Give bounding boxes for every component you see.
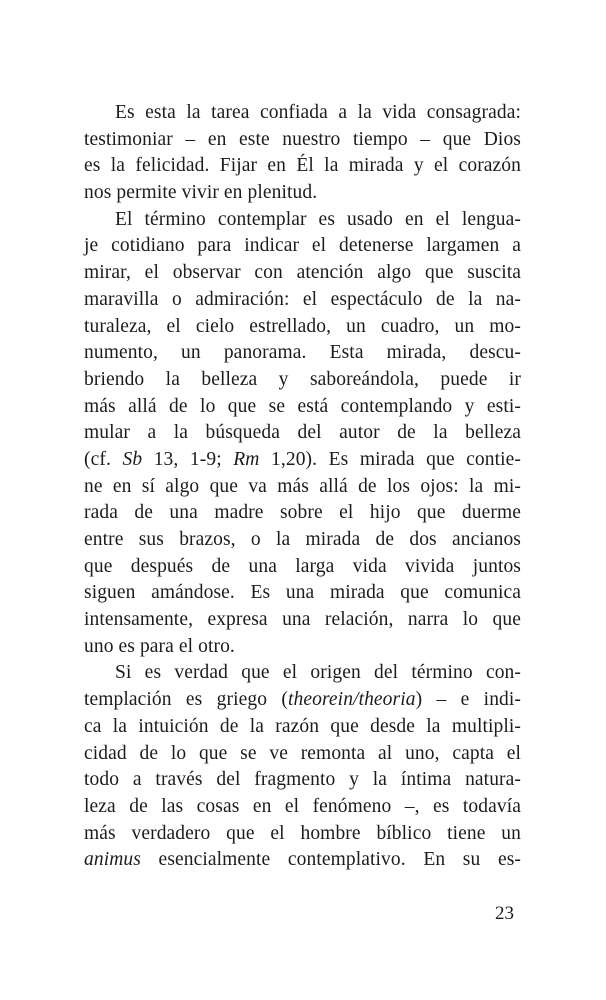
text-run: mirar, el observar con atención algo que suscita — [84, 262, 521, 284]
text-line — [84, 554, 521, 581]
text-line — [84, 180, 521, 207]
text-line — [84, 821, 521, 848]
text-run: rada de una madre sobre el hijo que duerme — [84, 502, 521, 524]
text-run: nos permite vivir en plenitud. — [84, 182, 318, 204]
text-line — [84, 100, 521, 127]
text-run: entre sus brazos, o la mirada de dos ancianos — [84, 529, 521, 550]
text-line — [84, 714, 521, 741]
text-line — [84, 687, 521, 714]
text-line — [84, 527, 521, 554]
text-line — [84, 447, 521, 474]
text-run: todo a través del fragmento y la íntima natura- — [84, 769, 521, 791]
text-run: turaleza, el cielo estrellado, un cuadro, un mo- — [84, 315, 521, 337]
text-run: numento, un panorama. Esta mirada, descu- — [84, 342, 521, 364]
text-run: testimoniar – en este nuestro tiempo – que Dios — [84, 128, 521, 150]
text-run: uno es para el otro. — [84, 635, 235, 657]
text-line — [84, 367, 521, 394]
text-line — [84, 634, 521, 661]
text-line — [84, 127, 521, 154]
page-number: 23 — [495, 903, 514, 924]
text-line — [84, 500, 521, 527]
text-run: (cf. — [84, 448, 123, 470]
text-line — [84, 207, 521, 234]
text-run: mular a la búsqueda del autor de la belleza — [84, 422, 521, 444]
text-run: Es esta la tarea confiada a la vida consagrada: — [115, 102, 521, 123]
text-run: que después de una larga vida vivida juntos — [84, 555, 521, 577]
text-run: esencialmente contemplativo. En su es- — [140, 849, 521, 871]
italic-text-run: Rm — [233, 448, 260, 470]
italic-text-run: Sb — [122, 448, 143, 470]
text-run: je cotidiano para indicar el detenerse largamen a — [84, 235, 521, 257]
text-run: maravilla o admiración: el espectáculo de la na- — [84, 288, 521, 310]
text-line — [84, 260, 521, 287]
text-run: templación es griego ( — [84, 689, 288, 711]
text-line — [84, 420, 521, 447]
italic-text-run: animus — [84, 849, 141, 871]
text-run: ca la intuición de la razón que desde la multipli- — [84, 715, 521, 737]
text-line — [84, 847, 521, 874]
body-text — [84, 100, 521, 874]
text-run: Si es verdad que el origen del término con- — [115, 662, 521, 684]
text-line — [84, 474, 521, 501]
text-line — [84, 580, 521, 607]
italic-text-run: theorein/theoria — [287, 689, 416, 711]
text-run: ) – e indi- — [415, 689, 522, 711]
text-line — [84, 314, 521, 341]
text-line — [84, 394, 521, 421]
text-run: ne en sí algo que va más allá de los ojos: la mi- — [84, 475, 521, 497]
text-run: más allá de lo que se está contemplando y esti- — [84, 395, 521, 417]
text-run: briendo la belleza y saboreándola, puede ir — [84, 368, 521, 390]
text-line — [84, 153, 521, 180]
text-run: leza de las cosas en el fenómeno –, es todavía — [84, 795, 521, 817]
text-line — [84, 660, 521, 687]
text-run: siguen amándose. Es una mirada que comunica — [84, 582, 521, 604]
text-line — [84, 287, 521, 314]
text-line — [84, 767, 521, 794]
text-line — [84, 233, 521, 260]
text-run: 1,20). Es mirada que contie- — [259, 448, 521, 470]
text-run: cidad de lo que se ve remonta al uno, capta el — [84, 742, 521, 764]
text-line — [84, 741, 521, 768]
text-line — [84, 607, 521, 634]
text-run: intensamente, expresa una relación, narra lo que — [84, 609, 521, 631]
text-run: es la felicidad. Fijar en Él la mirada y el corazón — [84, 155, 521, 177]
text-run: más verdadero que el hombre bíblico tiene un — [84, 822, 521, 844]
text-run: 13, 1-9; — [142, 448, 234, 470]
text-line — [84, 340, 521, 367]
text-line — [84, 794, 521, 821]
text-run: El término contemplar es usado en el lengua- — [115, 208, 521, 230]
